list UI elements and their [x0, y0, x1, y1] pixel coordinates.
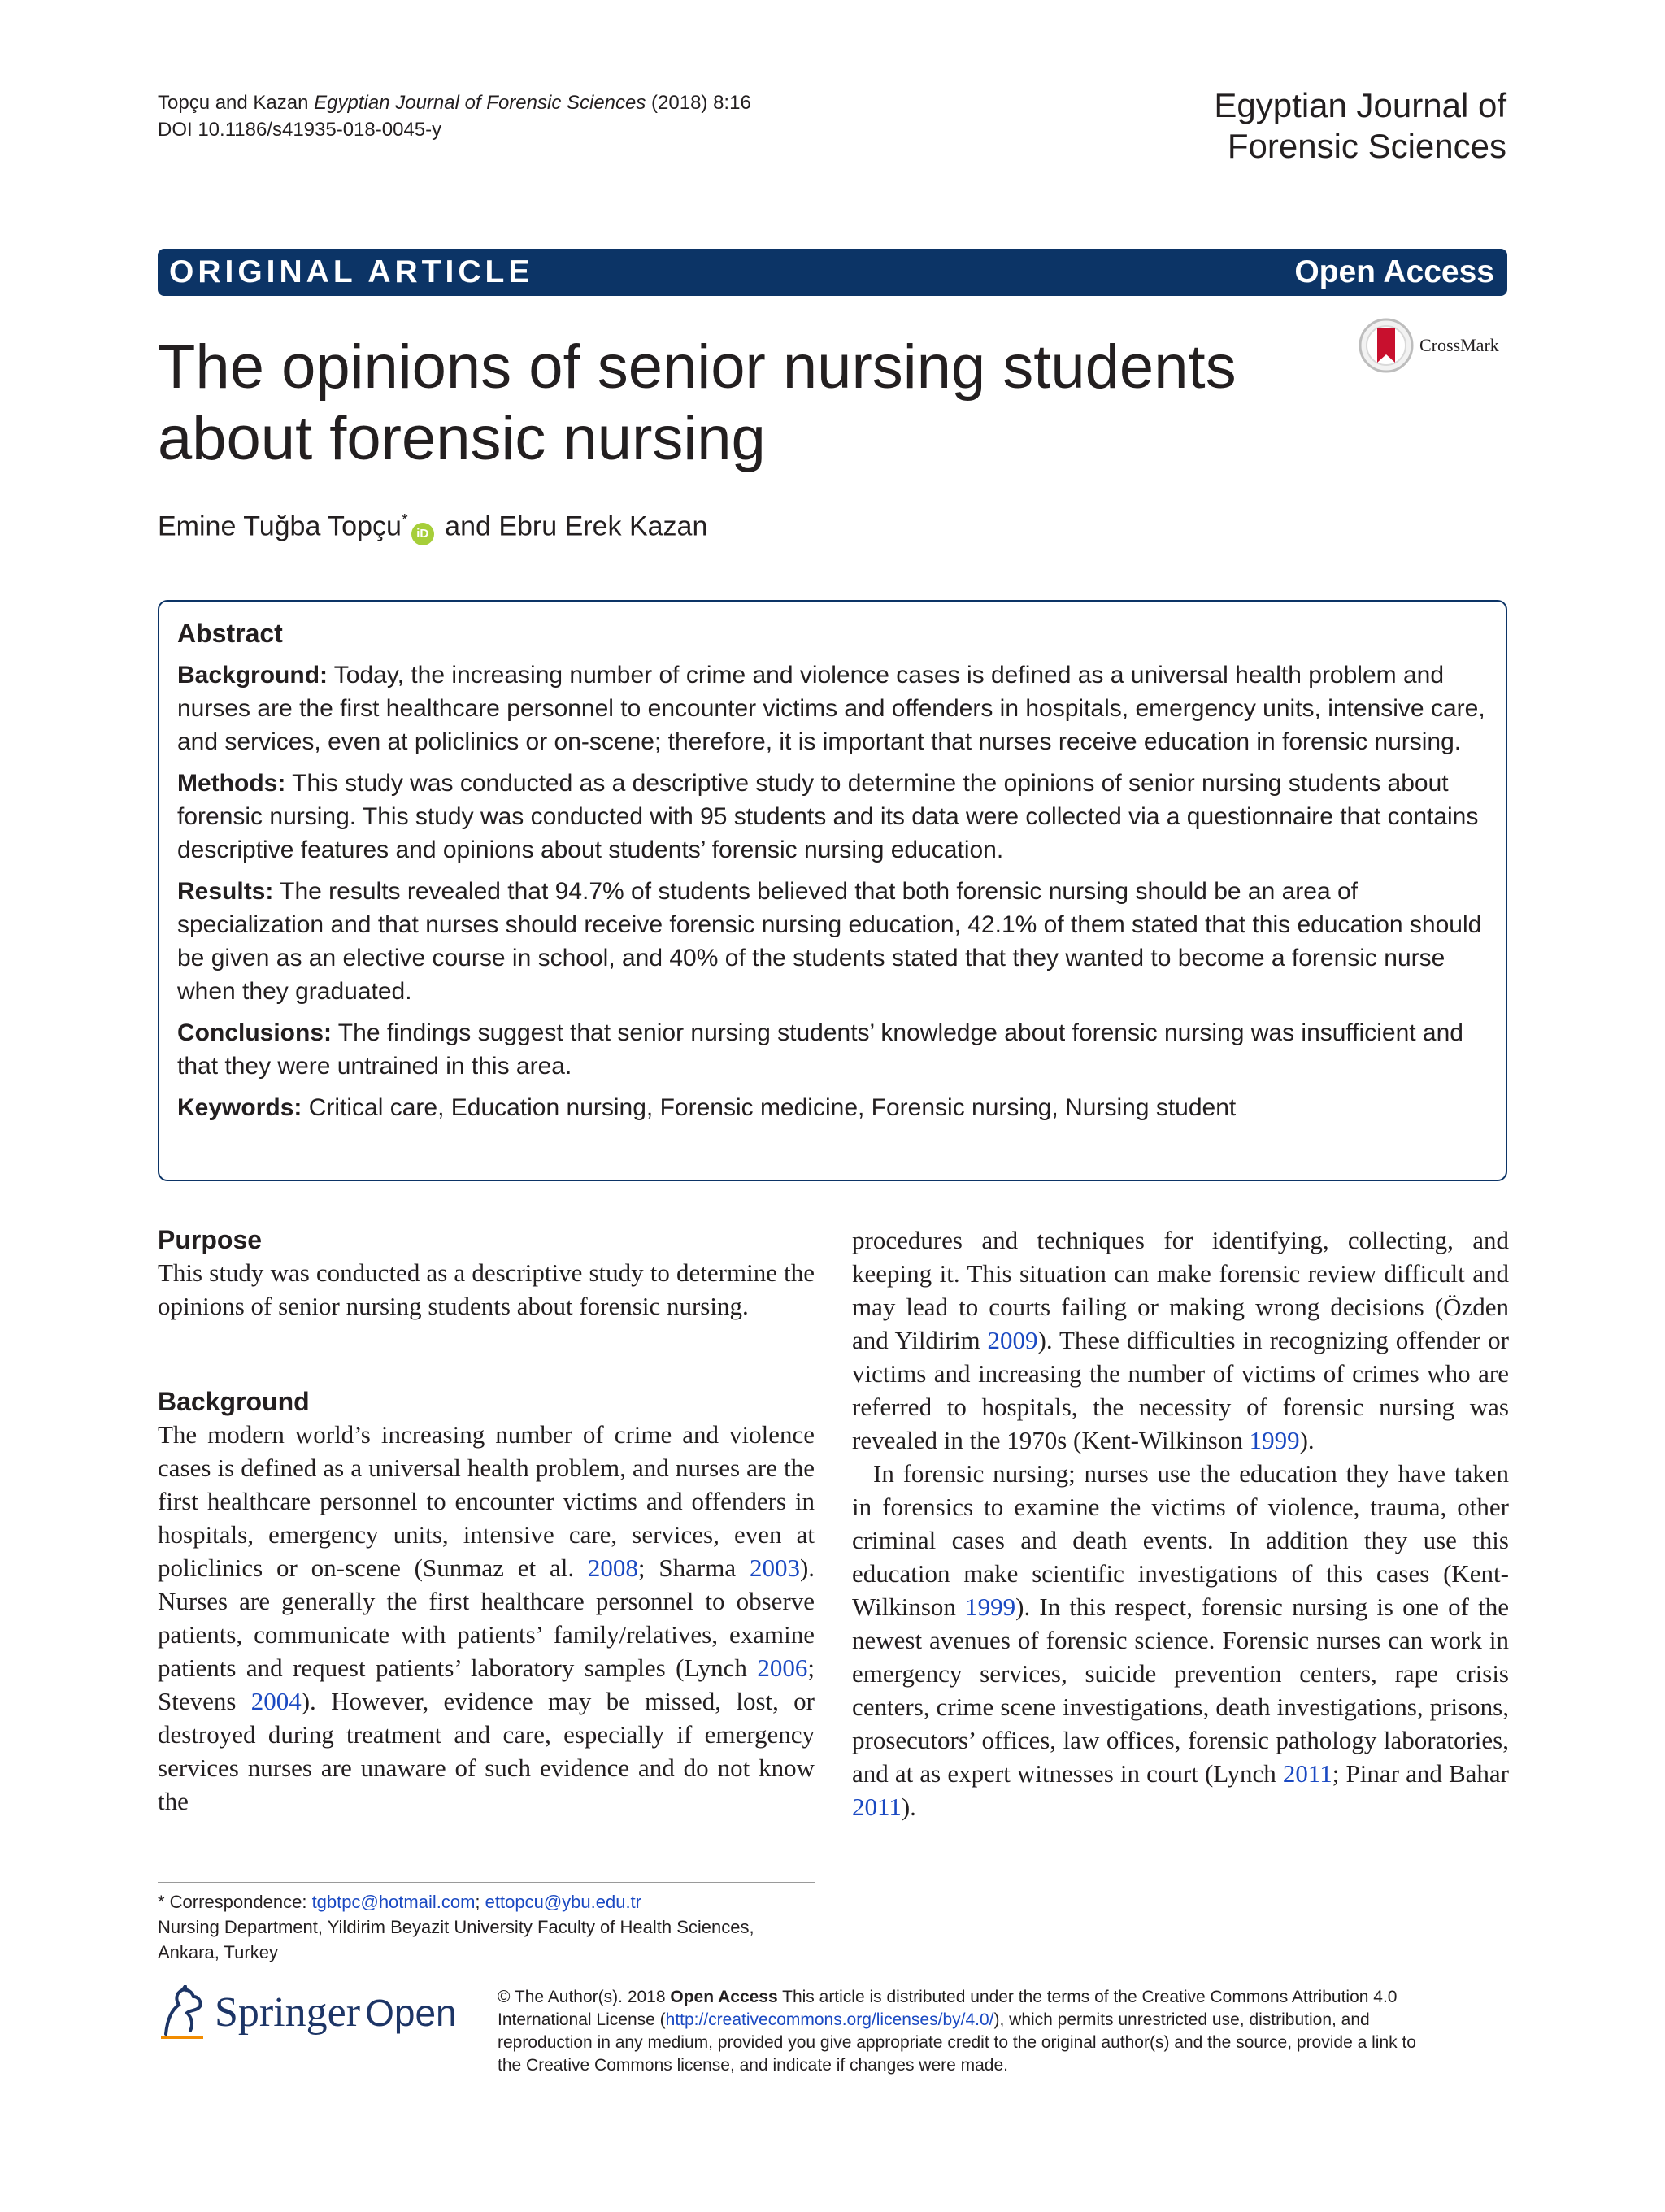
abstract-conclusions: [177, 1016, 1488, 1083]
body-paragraph-continued: [852, 1223, 1509, 1457]
abstract-methods-text: This study was conducted as a descriptive study to determine the opinions of senior nursing students about forensic nursing. This study was conducted with 95 students and its data were collected via a questionnaire that contains descriptive features and opinions about students’ forensic nursing education.: [177, 770, 1479, 863]
background-text: ). Nurses are generally the first healthcare personnel to observe patients, communicate with patients’ family/relatives, examine patients and request patients’ laboratory samples (Lynch: [158, 1554, 815, 1682]
article-title: [158, 332, 1320, 475]
citation-volume: (2018) 8:16: [646, 92, 751, 114]
abstract-box: [158, 600, 1507, 1181]
abstract-keywords-text: Critical care, Education nursing, Forensic medicine, Forensic nursing, Nursing student: [302, 1094, 1237, 1121]
abstract-keywords: [177, 1091, 1488, 1124]
abstract-background-text: Today, the increasing number of crime and violence cases is defined as a universal health problem and nurses are the first healthcare personnel to encounter victims and offenders in hospitals, emergency units, intensive care, and services, even at policlinics or on-scene; therefore, it is important that nurses receive education in forensic nursing.: [177, 662, 1485, 755]
abstract-results: [177, 875, 1488, 1008]
reference-link[interactable]: 2011: [852, 1793, 902, 1821]
correspondence-footnote: [158, 1882, 815, 1965]
body-text: ).: [901, 1793, 916, 1821]
background-heading: Background: [158, 1387, 310, 1416]
abstract-methods: [177, 767, 1488, 867]
title-line1: The opinions of senior nursing students: [158, 332, 1237, 402]
purpose-heading: Purpose: [158, 1225, 263, 1254]
body-text: procedures and techniques for identifying, collecting, and keeping it. This situation can make forensic review difficult and may lead to courts failing or making wrong decisions (Özden and Yildirim: [852, 1226, 1509, 1354]
background-text: ). However, evidence may be missed, lost, or destroyed during treatment and care, especially if emergency services nurses are unaware of such evidence and do not know the: [158, 1687, 815, 1815]
springer-open-logo: [158, 1984, 467, 2049]
body-column-right: [852, 1223, 1509, 1823]
reference-link[interactable]: 2004: [250, 1687, 302, 1715]
crossmark-icon: [1358, 317, 1415, 374]
abstract-background-label: Background:: [177, 662, 328, 689]
springer-word: Springer: [215, 1989, 361, 2036]
citation-line: [158, 89, 751, 116]
citation-authors: Topçu and Kazan: [158, 92, 309, 114]
background-text: The modern world’s increasing number of crime and violence cases is defined as a universal health problem, and nurses are the first healthcare personnel to encounter victims and offenders in hospitals, emergency units, intensive care, services, even at policlinics or on-scene (Sunmaz et al.: [158, 1420, 815, 1582]
springer-horse-icon: [158, 1985, 210, 2042]
springer-open-wordmark: [215, 1988, 457, 2036]
abstract-background: [177, 658, 1488, 758]
abstract-heading: Abstract: [177, 619, 283, 648]
abstract-keywords-label: Keywords:: [177, 1094, 302, 1121]
reference-link[interactable]: 2011: [1282, 1759, 1332, 1788]
journal-name: [1084, 85, 1506, 167]
abstract-methods-label: Methods:: [177, 770, 286, 797]
reference-link[interactable]: 2003: [749, 1554, 800, 1582]
doi: DOI 10.1186/s41935-018-0045-y: [158, 119, 442, 141]
email-link-1[interactable]: tgbtpc@hotmail.com: [311, 1892, 476, 1912]
email-link-2[interactable]: ettopcu@ybu.edu.tr: [485, 1892, 641, 1912]
journal-name-line2: Forensic Sciences: [1227, 127, 1506, 165]
orcid-icon[interactable]: iD: [411, 523, 434, 545]
license-text: © The Author(s). 2018: [498, 1988, 671, 2006]
abstract-conclusions-text: The findings suggest that senior nursing students’ knowledge about forensic nursing was insufficient and that they were untrained in this area.: [177, 1019, 1463, 1080]
abstract-results-text: The results revealed that 94.7% of students believed that both forensic nursing should be an area of specialization and that nurses should receive forensic nursing education, 42.1% of them stated that this education should be given as an elective course in school, and 40% of the students stated that they wanted to become a forensic nurse when they graduated.: [177, 878, 1482, 1005]
crossmark-badge[interactable]: [1358, 317, 1520, 374]
license-text: ), which permits unrestricted use, distribution, and reproduction in any medium, provided you give appropriate credit to the original author(s) and the source, provide a link to the Creative Commons license, and indicate if changes were made.: [498, 2010, 1416, 2075]
correspondence-line: [158, 1889, 815, 1914]
citation-header: [158, 89, 751, 143]
background-text: ; Sharma: [637, 1554, 750, 1582]
title-line2: about forensic nursing: [158, 404, 766, 473]
reference-link[interactable]: 2006: [757, 1654, 808, 1682]
author-list: [158, 502, 707, 545]
crossmark-label: CrossMark: [1419, 335, 1499, 355]
body-column-left: [158, 1223, 815, 1818]
affiliation-line1: Nursing Department, Yildirim Beyazit University Faculty of Health Sciences,: [158, 1917, 754, 1937]
license-open-access: Open Access: [670, 1988, 778, 2006]
open-access-label: Open Access: [1294, 254, 1494, 289]
author-2[interactable]: and Ebru Erek Kazan: [437, 511, 708, 542]
affiliation-line2: Ankara, Turkey: [158, 1942, 278, 1962]
reference-link[interactable]: 2009: [987, 1326, 1038, 1354]
journal-name-line1: Egyptian Journal of: [1214, 86, 1506, 124]
body-text: ).: [1299, 1426, 1315, 1454]
author-1[interactable]: Emine Tuğba Topçu: [158, 511, 402, 542]
abstract-conclusions-label: Conclusions:: [177, 1019, 333, 1046]
correspondence-label: * Correspondence:: [158, 1892, 312, 1912]
corresponding-asterisk: *: [401, 511, 408, 529]
article-type-banner: [158, 249, 1507, 296]
abstract-results-label: Results:: [177, 878, 274, 905]
body-text: ; Pinar and Bahar: [1332, 1759, 1509, 1788]
background-text: ; Stevens: [158, 1654, 815, 1715]
email-separator: ;: [475, 1892, 485, 1912]
body-text: ). These difficulties in recognizing offender or victims and increasing the number of victims of crimes who are referred to hospitals, the necessity of forensic nursing was revealed in the 1970s (Kent-Wilkinson: [852, 1326, 1509, 1454]
license-url-link[interactable]: http://creativecommons.org/licenses/by/4.0/: [665, 2010, 994, 2029]
reference-link[interactable]: 1999: [965, 1593, 1016, 1621]
body-text: In forensic nursing; nurses use the education they have taken in forensics to examine the victims of violence, trauma, other criminal cases and death events. In addition they use this education make scientific investigations of this cases (Kent-Wilkinson: [852, 1459, 1509, 1621]
purpose-paragraph: This study was conducted as a descriptive study to determine the opinions of senior nursing students about forensic nursing.: [158, 1258, 815, 1320]
license-notice: [498, 1986, 1441, 2077]
reference-link[interactable]: 2008: [587, 1554, 638, 1582]
reference-link[interactable]: 1999: [1249, 1426, 1300, 1454]
background-paragraph: [158, 1418, 815, 1818]
body-text: ). In this respect, forensic nursing is one of the newest avenues of forensic science. Forensic nurses can work in emergency services, suicide prevention centers, rape crisis centers, crime scene investigations, death investigations, prisons, prosecutors’ offices, law offices, forensic pathology laboratories, and at as expert witnesses in court (Lynch: [852, 1593, 1510, 1788]
body-paragraph: [852, 1457, 1509, 1823]
license-text: This article is distributed under the terms of the Creative Commons Attribution 4.0 International License (: [498, 1988, 1398, 2029]
open-word: Open: [365, 1992, 457, 2034]
citation-journal: Egyptian Journal of Forensic Sciences: [314, 92, 646, 114]
article-type-label: ORIGINAL ARTICLE: [169, 254, 534, 289]
